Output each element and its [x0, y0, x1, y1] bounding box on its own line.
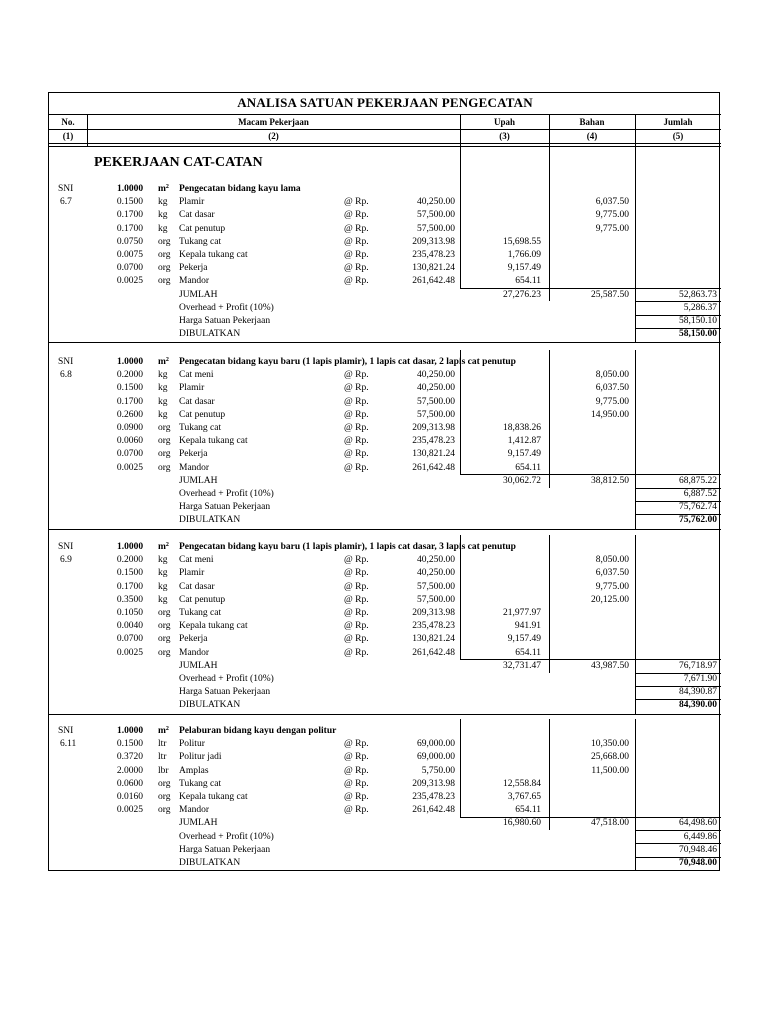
sni-code: SNI	[58, 357, 74, 367]
item-coefficient: 0.2600	[116, 409, 143, 420]
block-quantity: 1.0000	[117, 357, 144, 367]
currency-label: @ Rp.	[344, 555, 369, 566]
analysis-sheet	[48, 92, 720, 871]
item-bahan: 11,500.00	[591, 765, 629, 776]
item-coefficient: 0.0700	[116, 634, 143, 645]
overhead-value: 6,887.52	[683, 489, 717, 499]
currency-label: @ Rp.	[344, 621, 369, 632]
item-unit-price: 261,642.48	[412, 647, 455, 658]
sni-number: 6.7	[60, 197, 72, 208]
item-unit: kg	[158, 197, 168, 208]
item-unit: kg	[158, 370, 168, 381]
sni-number: 6.8	[60, 370, 72, 381]
item-unit: org	[158, 236, 171, 247]
unit-exponent: 2	[165, 542, 169, 548]
item-bahan: 9,775.00	[595, 581, 629, 592]
page-title: ANALISA SATUAN PEKERJAAN PENGECATAN	[237, 95, 533, 110]
jumlah-total: 68,875.22	[679, 475, 717, 486]
item-unit: org	[158, 462, 171, 473]
jumlah-rule	[460, 817, 721, 818]
item-unit-price: 261,642.48	[412, 462, 455, 473]
subtotal-rule	[635, 857, 721, 858]
unit-base: m	[158, 726, 166, 736]
item-coefficient: 0.1700	[116, 210, 143, 221]
item-coefficient: 0.2000	[116, 370, 143, 381]
block-unit	[158, 356, 169, 369]
overhead-label: Overhead + Profit (10%)	[179, 831, 274, 842]
item-upah: 15,698.55	[503, 236, 541, 247]
subtotal-rule	[635, 315, 721, 316]
item-unit: kg	[158, 383, 168, 394]
column-divider	[460, 146, 461, 177]
jumlah-total: 76,718.97	[679, 660, 717, 671]
dibulatkan-value: 84,390.00	[679, 700, 717, 711]
item-name: Pekerja	[179, 263, 208, 274]
currency-label: @ Rp.	[344, 462, 369, 473]
item-unit: org	[158, 608, 171, 618]
currency-label: @ Rp.	[344, 581, 369, 592]
column-number: (1)	[62, 131, 74, 141]
column-number: (3)	[499, 131, 510, 141]
item-coefficient: 0.1500	[116, 383, 143, 394]
sni-code: SNI	[58, 542, 74, 552]
harga-label: Harga Satuan Pekerjaan	[179, 502, 271, 513]
harga-value: 58,150.10	[679, 316, 717, 326]
header-jumlah: Jumlah	[663, 117, 693, 127]
jumlah-total: 52,863.73	[679, 289, 717, 300]
item-unit-price: 40,250.00	[417, 197, 455, 208]
item-unit: org	[158, 778, 171, 789]
jumlah-label: JUMLAH	[179, 289, 218, 300]
item-unit: org	[158, 436, 171, 447]
item-unit-price: 130,821.24	[412, 634, 455, 645]
double-rule	[49, 146, 721, 147]
block-unit	[158, 725, 169, 738]
item-unit: kg	[158, 396, 168, 407]
item-bahan: 9,775.00	[595, 396, 629, 407]
jumlah-upah: 32,731.47	[503, 660, 541, 671]
column-divider	[635, 177, 636, 342]
item-unit: kg	[158, 555, 168, 566]
section-title: PEKERJAAN CAT-CATAN	[94, 155, 263, 170]
title-divider	[49, 114, 721, 115]
currency-label: @ Rp.	[344, 449, 369, 460]
item-upah: 654.11	[515, 805, 541, 816]
jumlah-upah: 16,980.60	[503, 818, 541, 829]
item-unit-price: 209,313.98	[412, 423, 455, 433]
block-title: Pengecatan bidang kayu lama	[179, 184, 301, 194]
item-name: Kepala tukang cat	[179, 792, 248, 802]
header-no: No.	[61, 117, 75, 127]
block-divider	[49, 342, 721, 343]
item-unit-price: 235,478.23	[412, 621, 455, 632]
subtotal-rule	[635, 328, 721, 329]
item-name: Cat penutup	[179, 409, 226, 420]
currency-label: @ Rp.	[344, 765, 369, 776]
currency-label: @ Rp.	[344, 383, 369, 394]
jumlah-bahan: 38,812.50	[591, 475, 629, 486]
column-divider	[460, 177, 461, 288]
item-name: Mandor	[179, 647, 210, 658]
block-quantity: 1.0000	[117, 542, 144, 552]
item-unit: kg	[158, 210, 168, 221]
header-upah: Upah	[493, 117, 515, 127]
item-unit-price: 69,000.00	[417, 739, 455, 750]
item-coefficient: 0.1500	[116, 568, 143, 579]
item-bahan: 6,037.50	[595, 568, 629, 579]
item-unit-price: 261,642.48	[412, 276, 455, 287]
overhead-value: 7,671.90	[683, 674, 717, 684]
item-unit-price: 57,500.00	[417, 223, 455, 234]
item-unit: org	[158, 263, 171, 274]
item-unit: ltr	[158, 752, 167, 763]
block-quantity: 1.0000	[117, 726, 144, 736]
currency-label: @ Rp.	[344, 197, 369, 208]
column-number: (2)	[268, 131, 279, 141]
currency-label: @ Rp.	[344, 423, 369, 433]
item-unit-price: 69,000.00	[417, 752, 455, 763]
jumlah-label: JUMLAH	[179, 660, 218, 671]
harga-value: 70,948.46	[679, 844, 717, 855]
item-coefficient: 0.0900	[116, 423, 143, 433]
item-name: Mandor	[179, 276, 210, 287]
column-divider	[635, 350, 636, 529]
item-unit: org	[158, 634, 171, 645]
item-unit: kg	[158, 568, 168, 579]
currency-label: @ Rp.	[344, 210, 369, 221]
block-unit	[158, 541, 169, 554]
item-unit: kg	[158, 594, 168, 605]
item-coefficient: 0.0700	[116, 449, 143, 460]
currency-label: @ Rp.	[344, 370, 369, 381]
column-divider	[635, 114, 636, 146]
item-coefficient: 0.0025	[116, 276, 143, 287]
item-upah: 21,977.97	[503, 608, 541, 618]
item-unit-price: 57,500.00	[417, 581, 455, 592]
harga-label: Harga Satuan Pekerjaan	[179, 844, 271, 855]
item-bahan: 8,050.00	[595, 370, 629, 381]
item-coefficient: 0.1500	[116, 197, 143, 208]
item-bahan: 10,350.00	[591, 739, 629, 750]
item-coefficient: 0.1700	[116, 581, 143, 592]
dibulatkan-label: DIBULATKAN	[179, 700, 241, 711]
item-unit-price: 261,642.48	[412, 805, 455, 816]
harga-value: 75,762.74	[679, 502, 717, 513]
subtotal-rule	[635, 514, 721, 515]
item-unit-price: 209,313.98	[412, 236, 455, 247]
item-name: Pekerja	[179, 634, 208, 645]
dibulatkan-label: DIBULATKAN	[179, 858, 241, 868]
unit-exponent: 2	[165, 726, 169, 732]
item-name: Cat dasar	[179, 581, 215, 592]
item-coefficient: 0.0025	[116, 647, 143, 658]
unit-exponent: 2	[165, 357, 169, 363]
item-upah: 1,412.87	[507, 436, 541, 447]
item-unit-price: 5,750.00	[421, 765, 455, 776]
column-divider	[549, 535, 550, 673]
column-divider	[87, 114, 88, 146]
item-unit-price: 235,478.23	[412, 792, 455, 802]
item-name: Kepala tukang cat	[179, 436, 248, 447]
currency-label: @ Rp.	[344, 792, 369, 802]
sni-number: 6.11	[60, 739, 77, 750]
column-number: (4)	[586, 131, 598, 141]
item-upah: 3,767.65	[507, 792, 541, 802]
item-upah: 12,558.84	[503, 778, 541, 789]
column-divider	[549, 114, 550, 146]
currency-label: @ Rp.	[344, 396, 369, 407]
column-number-divider	[49, 143, 721, 144]
jumlah-label: JUMLAH	[179, 475, 218, 486]
item-unit: org	[158, 276, 171, 287]
item-unit-price: 209,313.98	[412, 608, 455, 618]
jumlah-upah: 30,062.72	[503, 475, 541, 486]
block-title: Pengecatan bidang kayu baru (1 lapis plamir), 1 lapis cat dasar, 3 lapis cat penutup	[179, 542, 516, 552]
subtotal-rule	[635, 501, 721, 502]
item-unit: kg	[158, 409, 168, 420]
item-upah: 9,157.49	[507, 634, 541, 645]
jumlah-rule	[460, 288, 721, 289]
item-name: Pekerja	[179, 449, 208, 460]
column-divider	[549, 146, 550, 177]
item-unit-price: 57,500.00	[417, 594, 455, 605]
subtotal-rule	[635, 301, 721, 302]
item-name: Plamir	[179, 568, 205, 579]
currency-label: @ Rp.	[344, 223, 369, 234]
item-name: Politur jadi	[179, 752, 222, 763]
item-name: Cat penutup	[179, 594, 226, 605]
currency-label: @ Rp.	[344, 436, 369, 447]
item-coefficient: 0.1700	[116, 396, 143, 407]
unit-exponent: 2	[165, 184, 169, 190]
item-bahan: 20,125.00	[591, 594, 629, 605]
column-divider	[635, 535, 636, 714]
item-unit-price: 40,250.00	[417, 555, 455, 566]
item-coefficient: 0.0025	[116, 805, 143, 816]
item-name: Plamir	[179, 383, 205, 394]
currency-label: @ Rp.	[344, 778, 369, 789]
item-bahan: 6,037.50	[595, 197, 629, 208]
subtotal-rule	[635, 673, 721, 674]
item-name: Cat meni	[179, 555, 214, 566]
currency-label: @ Rp.	[344, 263, 369, 274]
item-unit: ltr	[158, 739, 167, 750]
currency-label: @ Rp.	[344, 250, 369, 260]
item-name: Tukang cat	[179, 608, 222, 618]
jumlah-bahan: 47,518.00	[591, 818, 629, 829]
item-coefficient: 0.0700	[116, 263, 143, 274]
block-quantity: 1.0000	[117, 184, 144, 194]
subtotal-rule	[635, 488, 721, 489]
dibulatkan-value: 75,762.00	[679, 515, 717, 526]
item-coefficient: 0.0025	[116, 462, 143, 473]
item-coefficient: 0.1050	[116, 608, 143, 618]
item-coefficient: 0.0600	[116, 778, 143, 789]
item-name: Cat dasar	[179, 396, 215, 407]
item-unit: org	[158, 250, 171, 260]
currency-label: @ Rp.	[344, 608, 369, 618]
currency-label: @ Rp.	[344, 568, 369, 579]
item-upah: 654.11	[515, 462, 541, 473]
item-upah: 654.11	[515, 647, 541, 658]
overhead-label: Overhead + Profit (10%)	[179, 302, 274, 313]
column-divider	[549, 177, 550, 301]
column-number: (5)	[672, 131, 684, 141]
block-divider	[49, 529, 721, 530]
column-divider	[460, 719, 461, 817]
item-unit: org	[158, 449, 171, 460]
item-name: Tukang cat	[179, 423, 222, 433]
jumlah-upah: 27,276.23	[503, 289, 541, 300]
currency-label: @ Rp.	[344, 276, 369, 287]
currency-label: @ Rp.	[344, 647, 369, 658]
harga-label: Harga Satuan Pekerjaan	[179, 316, 271, 326]
item-unit-price: 57,500.00	[417, 396, 455, 407]
item-name: Mandor	[179, 462, 210, 473]
block-title: Pengecatan bidang kayu baru (1 lapis plamir), 1 lapis cat dasar, 2 lapis cat penutup	[179, 357, 516, 367]
item-unit-price: 130,821.24	[412, 449, 455, 460]
currency-label: @ Rp.	[344, 236, 369, 247]
unit-base: m	[158, 184, 166, 194]
column-divider	[549, 719, 550, 830]
column-divider	[460, 535, 461, 659]
block-title: Pelaburan bidang kayu dengan politur	[179, 726, 337, 736]
item-name: Politur	[179, 739, 205, 750]
jumlah-rule	[460, 474, 721, 475]
item-bahan: 14,950.00	[591, 409, 629, 420]
header-macam-pekerjaan: Macam Pekerjaan	[238, 117, 309, 127]
item-coefficient: 0.0040	[116, 621, 143, 632]
item-unit-price: 57,500.00	[417, 409, 455, 420]
item-unit-price: 40,250.00	[417, 383, 455, 394]
item-coefficient: 0.3720	[116, 752, 143, 763]
currency-label: @ Rp.	[344, 594, 369, 605]
item-name: Tukang cat	[179, 236, 222, 247]
item-unit: lbr	[158, 765, 169, 776]
item-unit-price: 235,478.23	[412, 436, 455, 447]
item-coefficient: 2.0000	[116, 765, 143, 776]
currency-label: @ Rp.	[344, 752, 369, 763]
currency-label: @ Rp.	[344, 739, 369, 750]
item-name: Tukang cat	[179, 778, 222, 789]
column-divider	[460, 114, 461, 146]
item-unit: org	[158, 805, 171, 816]
item-upah: 654.11	[515, 276, 541, 287]
overhead-value: 5,286.37	[683, 302, 717, 313]
item-name: Cat dasar	[179, 210, 215, 221]
item-unit: kg	[158, 581, 168, 592]
jumlah-rule	[460, 659, 721, 660]
item-unit: org	[158, 792, 171, 802]
dibulatkan-label: DIBULATKAN	[179, 515, 241, 526]
item-coefficient: 0.3500	[116, 594, 143, 605]
dibulatkan-value: 58,150.00	[679, 329, 717, 340]
item-name: Cat penutup	[179, 223, 226, 234]
unit-base: m	[158, 357, 166, 367]
item-coefficient: 0.1700	[116, 223, 143, 234]
subtotal-rule	[635, 830, 721, 831]
item-coefficient: 0.2000	[116, 555, 143, 566]
subtotal-rule	[635, 843, 721, 844]
item-unit-price: 130,821.24	[412, 263, 455, 274]
item-unit-price: 40,250.00	[417, 370, 455, 381]
dibulatkan-label: DIBULATKAN	[179, 329, 241, 340]
sni-code: SNI	[58, 184, 74, 194]
jumlah-total: 64,498.60	[679, 818, 717, 829]
sni-number: 6.9	[60, 555, 72, 566]
item-unit: kg	[158, 223, 168, 234]
item-upah: 9,157.49	[507, 449, 541, 460]
item-unit-price: 40,250.00	[417, 568, 455, 579]
jumlah-bahan: 43,987.50	[591, 660, 629, 671]
item-coefficient: 0.0750	[116, 236, 143, 247]
block-unit	[158, 183, 169, 196]
item-coefficient: 0.0060	[116, 436, 143, 447]
item-unit-price: 235,478.23	[412, 250, 455, 260]
item-name: Kepala tukang cat	[179, 250, 248, 260]
dibulatkan-value: 70,948.00	[679, 858, 717, 868]
item-coefficient: 0.0160	[116, 792, 143, 802]
column-divider	[460, 350, 461, 474]
item-name: Amplas	[179, 765, 209, 776]
item-bahan: 6,037.50	[595, 383, 629, 394]
item-bahan: 9,775.00	[595, 210, 629, 221]
item-bahan: 8,050.00	[595, 555, 629, 566]
item-coefficient: 0.0075	[116, 250, 143, 260]
item-unit: org	[158, 647, 171, 658]
item-name: Plamir	[179, 197, 205, 208]
harga-label: Harga Satuan Pekerjaan	[179, 687, 271, 698]
subtotal-rule	[635, 699, 721, 700]
item-unit-price: 57,500.00	[417, 210, 455, 221]
item-unit: org	[158, 621, 171, 632]
overhead-label: Overhead + Profit (10%)	[179, 674, 274, 684]
unit-base: m	[158, 542, 166, 552]
item-upah: 18,838.26	[503, 423, 541, 433]
overhead-label: Overhead + Profit (10%)	[179, 489, 274, 499]
item-unit-price: 209,313.98	[412, 778, 455, 789]
subtotal-rule	[635, 686, 721, 687]
jumlah-bahan: 25,587.50	[591, 289, 629, 300]
column-divider	[635, 146, 636, 177]
item-bahan: 25,668.00	[591, 752, 629, 763]
sni-code: SNI	[58, 726, 74, 736]
item-upah: 941.91	[514, 621, 541, 632]
item-coefficient: 0.1500	[116, 739, 143, 750]
item-bahan: 9,775.00	[595, 223, 629, 234]
item-upah: 9,157.49	[507, 263, 541, 274]
column-divider	[635, 719, 636, 871]
column-divider	[549, 350, 550, 488]
currency-label: @ Rp.	[344, 634, 369, 645]
currency-label: @ Rp.	[344, 409, 369, 420]
currency-label: @ Rp.	[344, 805, 369, 816]
item-name: Kepala tukang cat	[179, 621, 248, 632]
item-unit: org	[158, 423, 171, 433]
header-bahan: Bahan	[579, 117, 605, 127]
overhead-value: 6,449.86	[683, 831, 717, 842]
item-name: Mandor	[179, 805, 210, 816]
item-name: Cat meni	[179, 370, 214, 381]
jumlah-label: JUMLAH	[179, 818, 218, 829]
block-divider	[49, 714, 721, 715]
item-upah: 1,766.09	[507, 250, 541, 260]
harga-value: 84,390.87	[679, 687, 717, 698]
